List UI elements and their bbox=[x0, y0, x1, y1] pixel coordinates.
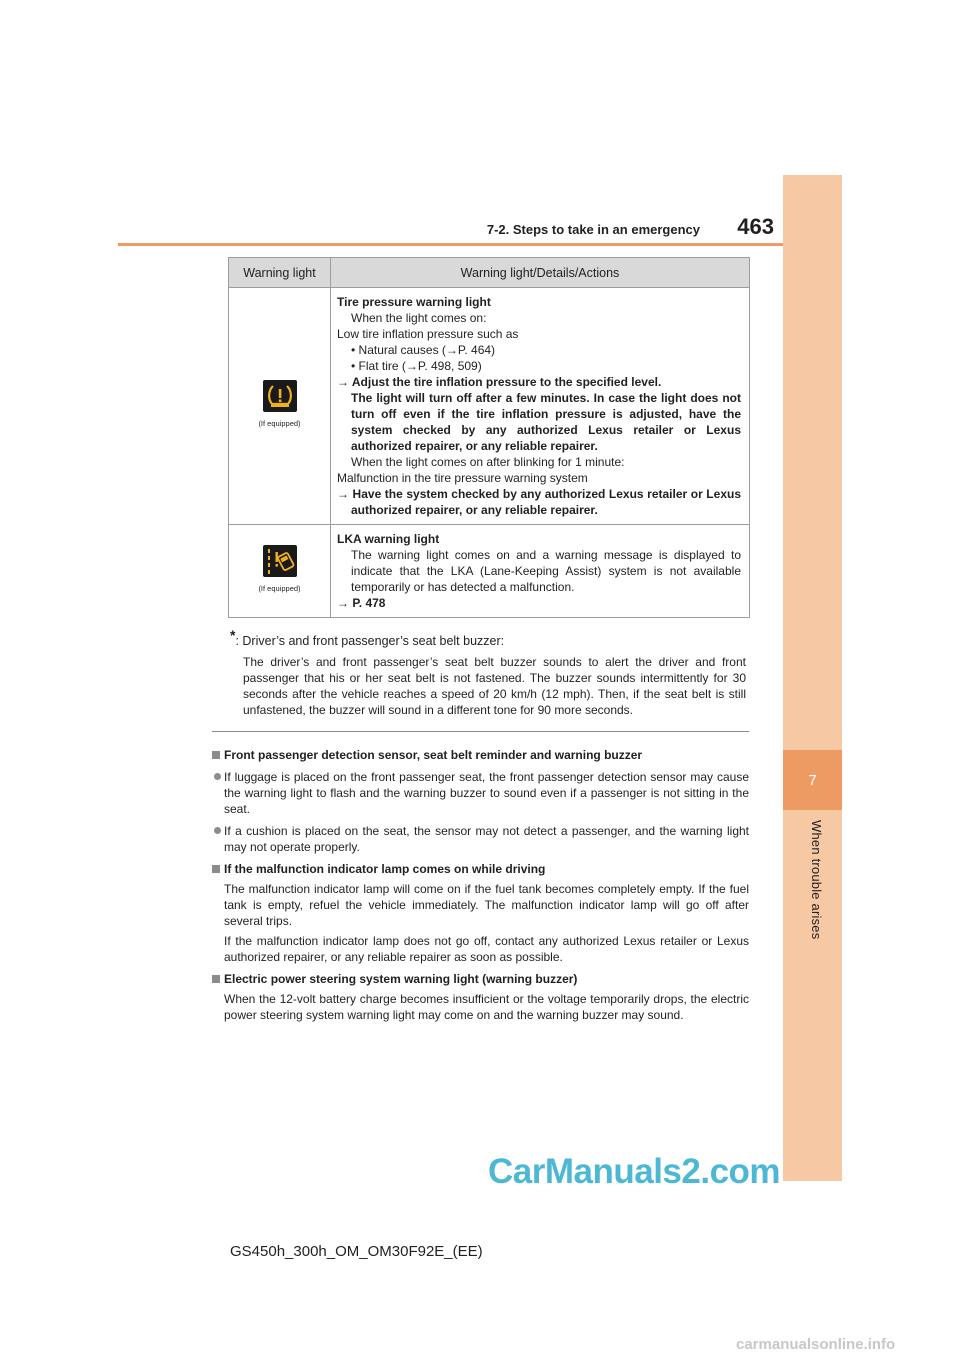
note-paragraph: When the 12-volt battery charge becomes insufficient or the voltage temporarily drops, the electric power steering system warning light may come on and the warning buzzer may sound. bbox=[224, 992, 749, 1022]
header-rule bbox=[118, 243, 783, 246]
note-bullet: If luggage is placed on the front passenger seat, the front passenger detection sensor may cause the warning light to flash and the warning buzzer to sound even if a passenger is not sitting in the seat. bbox=[212, 769, 749, 817]
detail-line: The warning light comes on and a warning message is displayed to indicate that the LKA (Lane-Keeping Assist) system is not available temporarily or has detected a malfunction. bbox=[351, 548, 741, 594]
detail-line: Malfunction in the tire pressure warning system bbox=[337, 471, 588, 485]
note-heading: If the malfunction indicator lamp comes on while driving bbox=[212, 861, 749, 877]
watermark-text: carmanualsonline.info bbox=[736, 1336, 896, 1353]
note-paragraph: If the malfunction indicator lamp does not go off, contact any authorized Lexus retailer or Lexus authorized repairer, or any reliable repairer as soon as possible. bbox=[224, 934, 749, 964]
section-divider bbox=[212, 731, 749, 732]
detail-line: The light will turn off after a few minutes. In case the light does not turn off even if the tire inflation pressure is adjusted, have the system checked by any authorized Lexus retailer or Lexus authorized repairer, or any reliable repairer. bbox=[351, 391, 741, 453]
note-bullet: If a cushion is placed on the seat, the sensor may not detect a passenger, and the warning light may not operate properly. bbox=[212, 823, 749, 855]
page-number: 463 bbox=[737, 214, 774, 239]
table-row bbox=[229, 525, 750, 618]
document-code: GS450h_300h_OM_OM30F92E_(EE) bbox=[230, 1243, 483, 1260]
icon-cell bbox=[229, 288, 331, 525]
detail-line: • Natural causes (→P. 464) bbox=[351, 343, 496, 357]
col-header-details: Warning light/Details/Actions bbox=[331, 258, 750, 288]
lka-warning-icon bbox=[263, 545, 297, 577]
details-cell bbox=[331, 288, 750, 525]
footnote-body: The driver’s and front passenger’s seat belt buzzer sounds to alert the driver and front passenger that his or her seat belt is not fastened. The buzzer sounds intermittently for 30 seconds after the vehicle reaches a speed of 20 km/h (12 mph). Then, if the seat belt is still unfastened, the buzzer will sound in a different tone for 90 more seconds. bbox=[243, 655, 746, 717]
watermark-logo: CarManuals2.com bbox=[488, 1152, 781, 1191]
chapter-number: 7 bbox=[783, 750, 842, 810]
table-row bbox=[229, 288, 750, 525]
chapter-title: When trouble arises bbox=[809, 820, 824, 940]
note-heading: Electric power steering system warning light (warning buzzer) bbox=[212, 971, 749, 987]
if-equipped-label: (If equipped) bbox=[258, 419, 301, 428]
action-line: → Adjust the tire inflation pressure to the specified level. bbox=[337, 375, 662, 389]
icon-cell bbox=[229, 525, 331, 618]
notes-section bbox=[212, 741, 749, 1023]
page-reference: → P. 478 bbox=[337, 596, 386, 610]
note-heading: Front passenger detection sensor, seat belt reminder and warning buzzer bbox=[212, 747, 749, 763]
footnote-mark: * bbox=[230, 627, 236, 643]
warning-light-table bbox=[228, 257, 750, 618]
detail-line: Low tire inflation pressure such as bbox=[337, 327, 519, 341]
row-title: LKA warning light bbox=[337, 532, 440, 546]
tire-pressure-warning-icon bbox=[263, 380, 297, 412]
table-header-row bbox=[229, 258, 750, 288]
section-title: 7-2. Steps to take in an emergency bbox=[486, 222, 700, 237]
chapter-side-tab bbox=[783, 175, 842, 1181]
action-line: → Have the system checked by any authorized Lexus retailer or Lexus authorized repairer, or any reliable repairer. bbox=[337, 487, 741, 517]
if-equipped-label: (If equipped) bbox=[258, 584, 301, 593]
footnote-title bbox=[230, 627, 504, 648]
detail-line: When the light comes on: bbox=[351, 311, 487, 325]
row-title: Tire pressure warning light bbox=[337, 295, 491, 309]
footnote-title-text: : Driver’s and front passenger’s seat belt buzzer: bbox=[235, 634, 505, 649]
col-header-warning-light: Warning light bbox=[229, 258, 331, 288]
details-cell bbox=[331, 525, 750, 618]
note-paragraph: The malfunction indicator lamp will come on if the fuel tank becomes completely empty. If the fuel tank is empty, refuel the vehicle immediately. The malfunction indicator lamp will go off after several trips. bbox=[224, 882, 749, 928]
detail-line: When the light comes on after blinking for 1 minute: bbox=[351, 455, 625, 469]
detail-line: • Flat tire (→P. 498, 509) bbox=[351, 359, 482, 373]
